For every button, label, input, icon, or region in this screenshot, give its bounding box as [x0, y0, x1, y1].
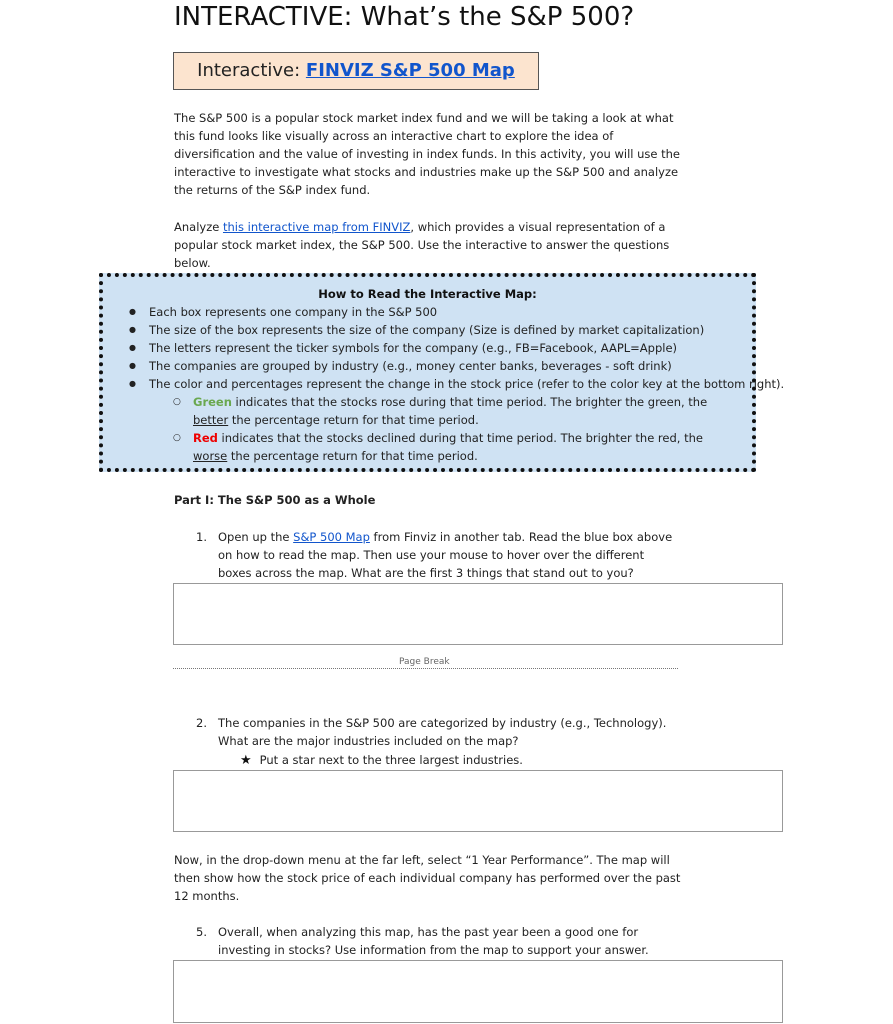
part-1-heading: Part I: The S&P 500 as a Whole — [174, 493, 376, 507]
green-label: Green — [193, 395, 232, 409]
question-2-text: The companies in the S&P 500 are categorized by industry (e.g., Technology). What are the major industries included on the map? — [218, 716, 667, 748]
analyze-prefix: Analyze — [174, 220, 223, 234]
interactive-callout — [173, 52, 539, 90]
green-text-2: the percentage return for that time period. — [228, 413, 479, 427]
green-sub-bullet — [193, 393, 738, 429]
red-text-1: indicates that the stocks declined during that time period. The brighter the red, the — [217, 431, 703, 445]
finviz-map-link[interactable]: FINVIZ S&P 500 Map — [305, 60, 515, 81]
how-to-bullet: ● The size of the box represents the size of the company (Size is defined by market capitalization) — [149, 321, 704, 339]
red-sub-bullet — [193, 429, 738, 465]
page-break-label: Page Break — [396, 657, 453, 667]
analyze-paragraph — [174, 218, 684, 272]
intro-paragraph: The S&P 500 is a popular stock market index fund and we will be taking a look at what this fund looks like visually across an interactive chart to explore the idea of diversification and the value of investing in index funds. In this activity, you will use the interactive to investigate what stocks and industries make up the S&P 500 and analyze the returns of the S&P index fund. — [174, 111, 680, 197]
callout-prefix: Interactive: — [197, 60, 306, 81]
answer-box-2[interactable] — [173, 770, 783, 832]
question-5-text: Overall, when analyzing this map, has the past year been a good one for investing in stocks? Use information from the map to support your answer. — [218, 925, 649, 957]
how-to-bullet: ● The letters represent the ticker symbols for the company (e.g., FB=Facebook, AAPL=Apple) — [149, 339, 677, 357]
answer-box-1[interactable] — [173, 583, 783, 645]
sp500-map-link[interactable]: S&P 500 Map — [293, 530, 370, 544]
question-2-number: 2. — [196, 716, 207, 730]
page-title: INTERACTIVE: What’s the S&P 500? — [174, 2, 635, 32]
how-to-bullet: ● Each box represents one company in the S&P 500 — [149, 303, 437, 321]
red-emphasis: worse — [193, 449, 228, 463]
red-label: Red — [193, 431, 218, 445]
interactive-map-link[interactable]: this interactive map from FINVIZ — [222, 220, 411, 234]
q1-prefix: Open up the — [218, 530, 294, 544]
how-to-bullet: ● The companies are grouped by industry (e.g., money center banks, beverages - soft drink) — [149, 357, 672, 375]
green-text-1: indicates that the stocks rose during that time period. The brighter the green, the — [231, 395, 708, 409]
star-icon: ★ — [240, 753, 252, 768]
how-to-read-title: How to Read the Interactive Map: — [318, 287, 537, 301]
answer-box-5[interactable] — [173, 960, 783, 1023]
green-emphasis: better — [193, 413, 229, 427]
question-1-number: 1. — [196, 530, 207, 544]
question-5-number: 5. — [196, 925, 207, 939]
star-instruction-text: Put a star next to the three largest industries. — [259, 753, 523, 767]
dropdown-instruction: Now, in the drop-down menu at the far left, select “1 Year Performance”. The map will then show how the stock price of each individual company has performed over the past 12 months. — [174, 853, 681, 903]
star-instruction — [240, 751, 523, 770]
question-1-text — [218, 528, 678, 582]
how-to-bullet: ● The color and percentages represent the change in the stock price (refer to the color key at the bottom right). — [149, 375, 784, 393]
analyze-suffix: , which provides a visual representation of a popular stock market index, the S&P 500. Use the interactive to answer the questions below. — [174, 220, 670, 270]
page-break-line — [173, 668, 678, 669]
how-to-read-box — [99, 273, 785, 472]
red-text-2: the percentage return for that time period. — [227, 449, 478, 463]
q1-suffix: from Finviz in another tab. Read the blue box above on how to read the map. Then use your mouse to hover over the different boxes across the map. What are the first 3 things that stand out to you? — [218, 530, 673, 580]
